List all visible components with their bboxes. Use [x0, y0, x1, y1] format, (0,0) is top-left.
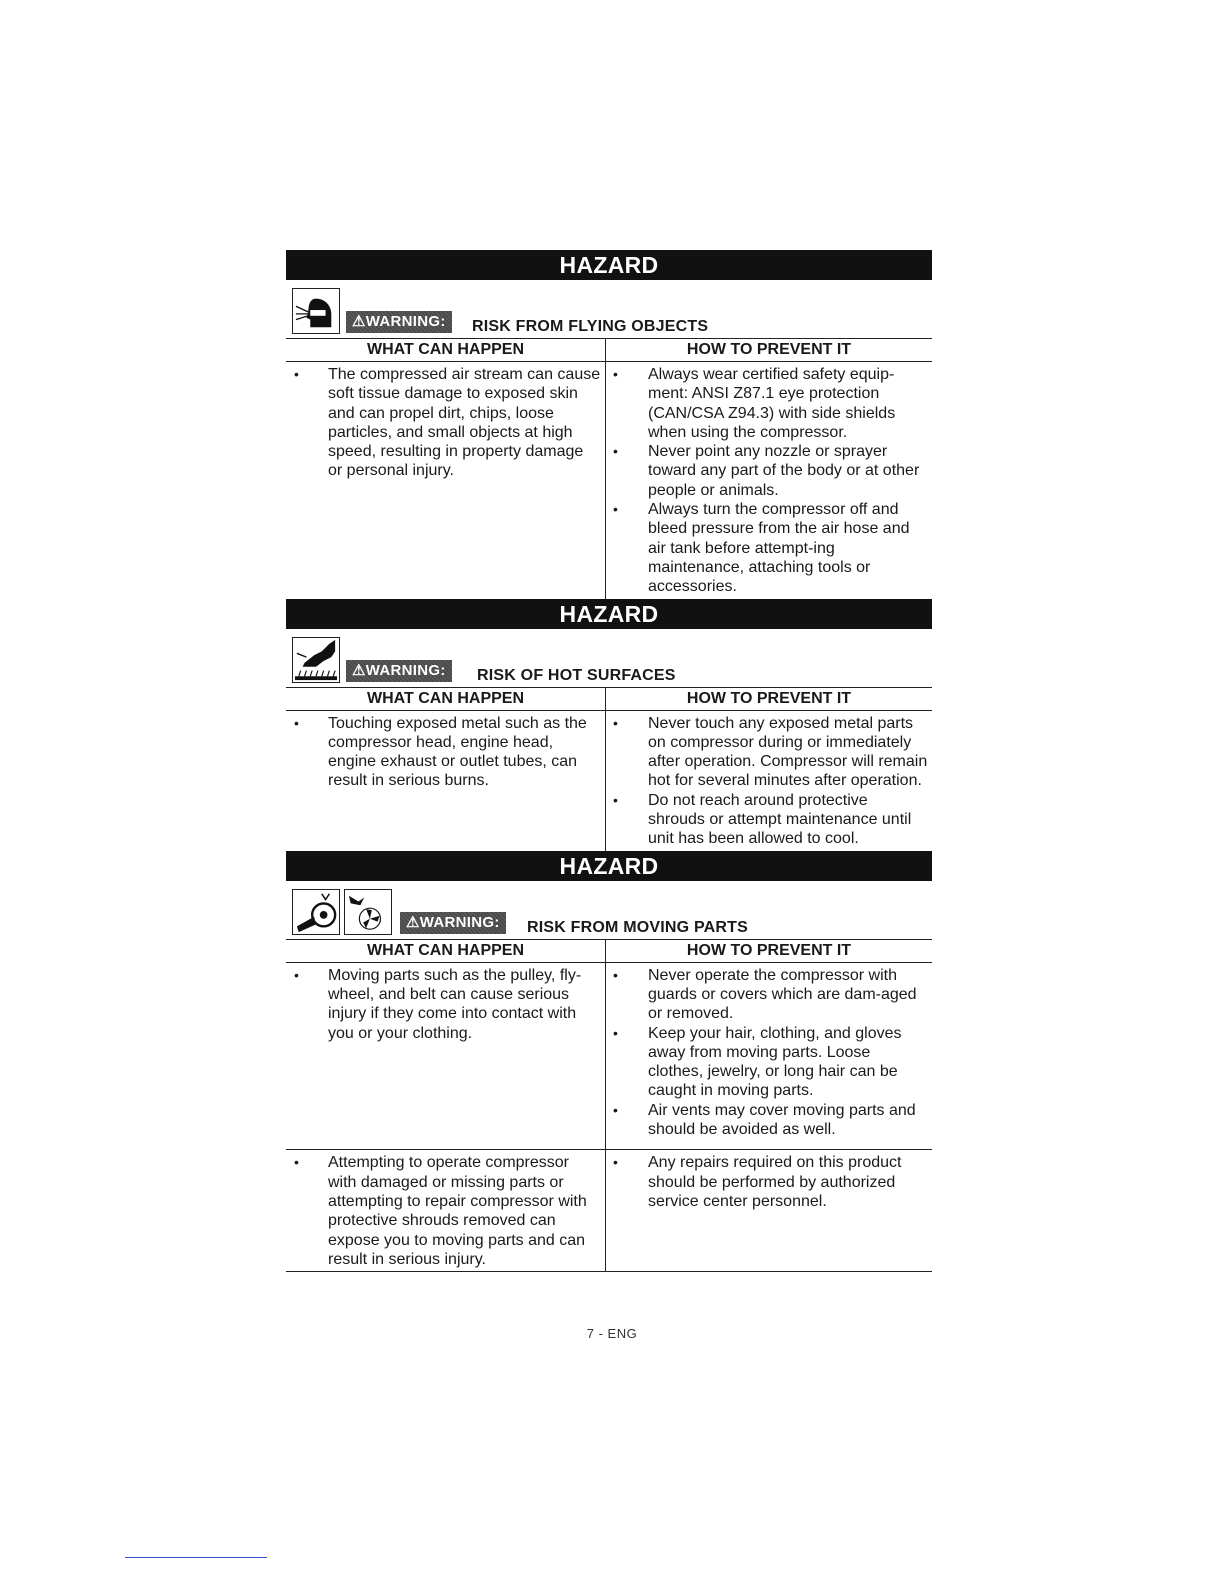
- what-can-happen-header: WHAT CAN HAPPEN: [286, 688, 606, 710]
- column-headers: [286, 339, 932, 362]
- prevent-cell: [606, 1150, 932, 1271]
- hazard-banner: HAZARD: [286, 599, 932, 629]
- table-bottom-rule: [286, 1271, 932, 1272]
- prevent-cell: [606, 963, 932, 1150]
- hazard-section-flying-objects: [286, 250, 932, 599]
- happen-item: • Moving parts such as the pulley, fly-wheel, and belt can cause serious injury if they come into contact with you or your clothing.: [286, 966, 605, 1043]
- happen-cell: [286, 711, 606, 851]
- hazard-row: [286, 963, 932, 1150]
- prevent-item: • Always wear certified safety equip-ment: ANSI Z87.1 eye protection (CAN/CSA Z94.3) with side shields when using the compressor.: [606, 365, 932, 442]
- page-number: 7 - ENG: [586, 1326, 638, 1341]
- risk-title: RISK OF HOT SURFACES: [477, 666, 676, 684]
- warning-header: [286, 629, 932, 688]
- prevent-cell: [606, 362, 932, 599]
- what-can-happen-header: WHAT CAN HAPPEN: [286, 339, 606, 361]
- risk-title: RISK FROM FLYING OBJECTS: [472, 318, 709, 335]
- warning-header: [286, 881, 932, 940]
- prevent-item: • Never operate the compressor with guards or covers which are dam-aged or removed.: [606, 966, 932, 1024]
- warning-badge: ⚠WARNING:: [346, 660, 452, 682]
- happen-item: • Attempting to operate compressor with damaged or missing parts or attempting to repair compressor with protective shrouds removed can expose you to moving parts and can result in serious injury.: [286, 1153, 605, 1269]
- prevent-cell: [606, 711, 932, 851]
- risk-title: RISK FROM MOVING PARTS: [527, 918, 748, 936]
- warning-badge: ⚠WARNING:: [346, 311, 452, 333]
- warning-header: [286, 280, 932, 339]
- happen-item: • Touching exposed metal such as the compressor head, engine head, engine exhaust or outlet tubes, can result in serious burns.: [286, 714, 605, 791]
- happen-cell: [286, 1150, 606, 1271]
- hazard-row: [286, 711, 932, 851]
- footer-rule: [125, 1557, 267, 1558]
- what-can-happen-header: WHAT CAN HAPPEN: [286, 940, 606, 962]
- pulley-entanglement-icon: [292, 889, 340, 935]
- happen-cell: [286, 963, 606, 1150]
- hazard-row: [286, 362, 932, 599]
- column-headers: [286, 688, 932, 711]
- hazard-document: [286, 250, 932, 1272]
- column-headers: [286, 940, 932, 963]
- happen-item: • The compressed air stream can cause soft tissue damage to exposed skin and can propel dirt, chips, loose particles, and small objects at high speed, resulting in property damage or personal injury.: [286, 365, 605, 481]
- hot-surface-icon: [292, 637, 340, 683]
- hazard-banner: HAZARD: [286, 250, 932, 280]
- prevent-item: • Never touch any exposed metal parts on compressor during or immediately after operation. Compressor will remain hot for several minutes after operation.: [606, 714, 932, 791]
- hazard-section-hot-surfaces: [286, 599, 932, 851]
- prevent-item: • Any repairs required on this product should be performed by authorized service center personnel.: [606, 1153, 932, 1211]
- how-to-prevent-header: HOW TO PREVENT IT: [686, 689, 852, 707]
- how-to-prevent-header: HOW TO PREVENT IT: [686, 341, 852, 358]
- eye-protection-icon: [292, 288, 340, 334]
- how-to-prevent-header: HOW TO PREVENT IT: [686, 941, 852, 959]
- prevent-item: • Air vents may cover moving parts and should be avoided as well.: [606, 1101, 932, 1140]
- hazard-row: [286, 1149, 932, 1271]
- hazard-section-moving-parts: [286, 851, 932, 1272]
- fan-blade-icon: [344, 889, 392, 935]
- prevent-item: • Keep your hair, clothing, and gloves away from moving parts. Loose clothes, jewelry, or long hair can be caught in moving parts.: [606, 1024, 932, 1101]
- warning-badge: ⚠WARNING:: [400, 912, 506, 934]
- happen-cell: [286, 362, 606, 599]
- prevent-item: • Do not reach around protective shrouds or attempt maintenance until unit has been allowed to cool.: [606, 791, 932, 849]
- hazard-banner: HAZARD: [286, 851, 932, 881]
- prevent-item: • Always turn the compressor off and bleed pressure from the air hose and air tank before attempt-ing maintenance, attaching tools or accessories.: [606, 500, 932, 596]
- prevent-item: • Never point any nozzle or sprayer toward any part of the body or at other people or animals.: [606, 442, 932, 500]
